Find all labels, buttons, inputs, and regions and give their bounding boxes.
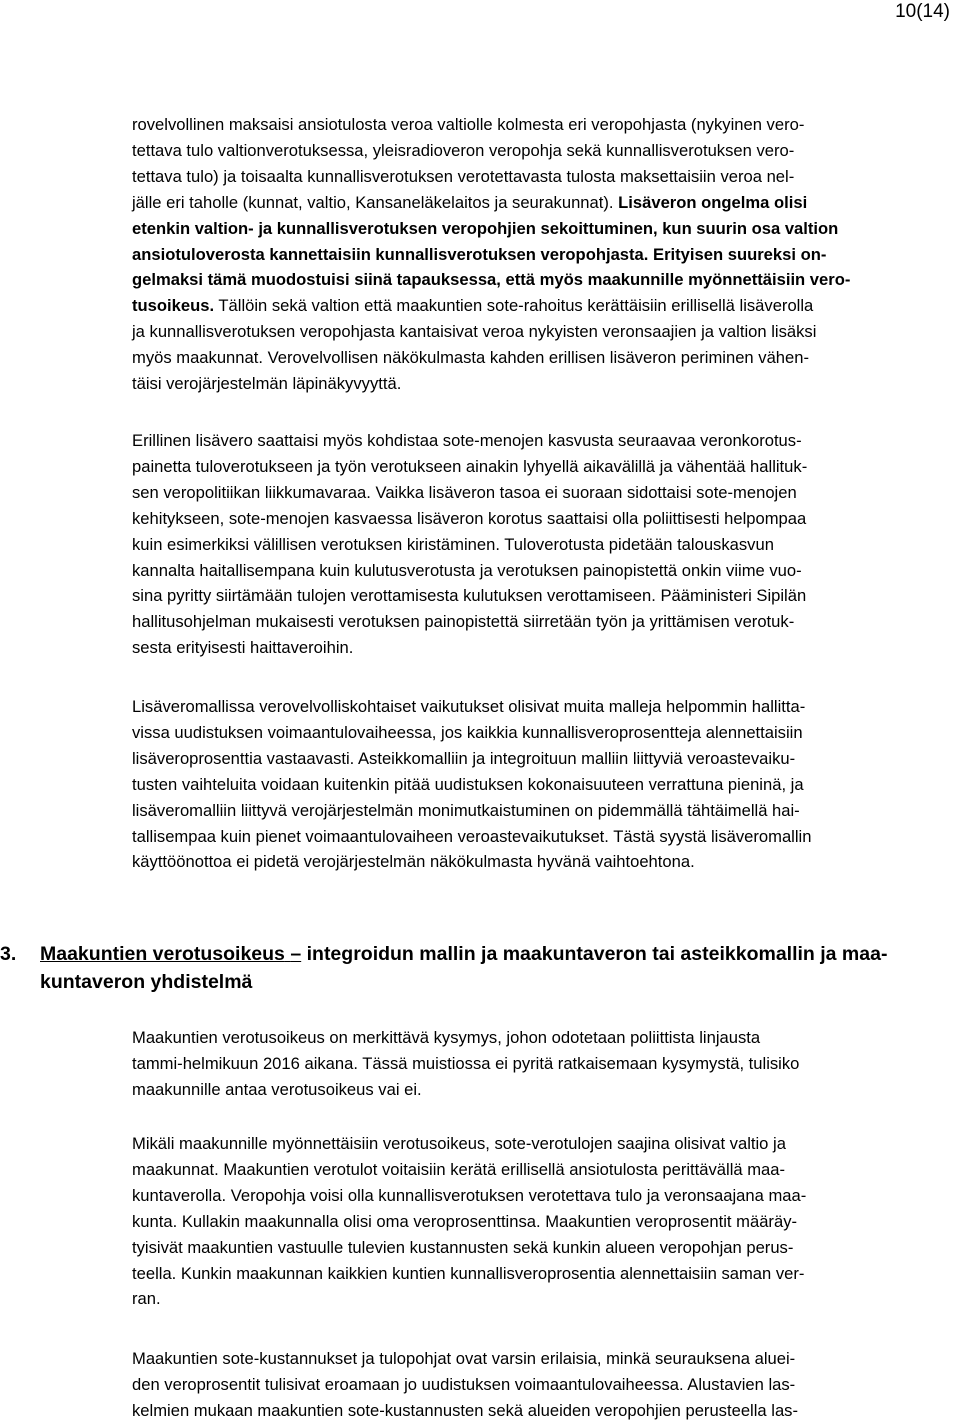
section-title-line (40, 940, 887, 968)
bold-text-line: gelmaksi tämä muodostuisi siinä tapauksessa, että myös maakunnille myönnettäisiin vero- (132, 270, 851, 290)
text-line: sina pyritty siirtämään tulojen verottamisesta kulutuksen verottamiseen. Pääministeri Sipilän (132, 586, 807, 606)
text-line: teella. Kunkin maakunnan kaikkien kuntien kunnallisveroprosentia alennettaisiin saman ver- (132, 1263, 805, 1283)
section-title-dash: – (290, 943, 302, 965)
text-line: hallitusohjelman mukaisesti verotuksen painopistettä siirretään työn ja yrittämisen verotuk- (132, 612, 795, 632)
text-line: lisäveroprosenttia vastaavasti. Asteikkomalliin ja integroituun malliin liittyviä veroastevaiku- (132, 748, 796, 768)
text-line: maakunnille antaa verotusoikeus vai ei. (132, 1079, 422, 1099)
text-line: Lisäveromallissa verovelvolliskohtaiset vaikutukset olisivat muita malleja helpommin hallitta- (132, 697, 806, 716)
text-line: tettava tulo) ja toisaalta kunnallisverotuksen verotettavasta tulosta maksettaisiin veroa nel- (132, 166, 795, 186)
text-line: kunta. Kullakin maakunnalla olisi oma veroprosenttinsa. Maakuntien veroprosentit määräy- (132, 1211, 798, 1231)
text-line: täisi verojärjestelmän läpinäkyvyyttä. (132, 374, 402, 394)
section-number: 3. (0, 943, 17, 965)
text-line: kehitykseen, sote-menojen kasvaessa lisäveron korotus saattaisi olla poliittisesti helpompaa (132, 508, 807, 528)
text-line: Erillinen lisävero saattaisi myös kohdistaa sote-menojen kasvusta seuraavaa veronkorotus- (132, 431, 802, 450)
text-run: jälle eri taholle (kunnat, valtio, Kansaneläkelaitos ja seurakunnat). (132, 192, 614, 212)
text-line: tettava tulo valtionverotuksessa, yleisradioveron veropohja sekä kunnallisverotuksen vero- (132, 140, 795, 160)
text-line: Mikäli maakunnille myönnettäisiin verotusoikeus, sote-verotulojen saajina olisivat valtio ja (132, 1134, 786, 1153)
bold-text-line: ansiotuloverosta kannettaisiin kunnallisverotuksen veropohjasta. Erityisen suureksi on- (132, 244, 827, 264)
text-line: tusten vaihteluita voidaan kuitenkin pitää uudistuksen kokonaisuuteen verrattuna pieninä, ja (132, 774, 804, 794)
bold-text-line: etenkin valtion- ja kunnallisverotuksen veropohjien sekoittuminen, kun suurin osa valtion (132, 218, 839, 238)
text-line: maakunnat. Maakuntien verotulot voitaisiin kerätä erillisellä ansiotulosta perittävällä maa- (132, 1159, 786, 1179)
paragraph-6 (132, 1346, 954, 1424)
text-line: tyisivät maakuntien vastuulle tulevien kustannusten sekä kunkin alueen veropohjan perus- (132, 1237, 794, 1257)
text-line: myös maakunnat. Verovelvollisen näkökulmasta kahden erillisen lisäveron periminen vähen- (132, 348, 810, 368)
text-run: Tällöin sekä valtion että maakuntien sote-rahoitus kerättäisiin erillisellä lisäverolla (218, 296, 814, 316)
text-line: kuntaverolla. Veropohja voisi olla kunnallisverotuksen verotettava tulo ja veronsaajana maa- (132, 1185, 807, 1205)
text-line: lisäveromalliin liittyvä verojärjestelmän monimutkaistuminen on pidemmällä tähtäimellä hai- (132, 800, 800, 820)
text-line: sen veropolitiikan liikkumavaraa. Vaikka lisäveron tasoa ei suoraan sidottaisi sote-menojen (132, 482, 797, 502)
paragraph-4 (132, 1025, 954, 1103)
paragraph-3 (132, 694, 954, 875)
text-line: ja kunnallisverotuksen veropohjasta kantaisivat veroa nykyisten veronsaajien ja valtion lisäksi (132, 322, 817, 342)
paragraph-2 (132, 428, 954, 661)
paragraph-1 (132, 112, 954, 397)
text-line: sesta erityisesti haittaveroihin. (132, 638, 354, 658)
bold-text-run: Lisäveron ongelma olisi (618, 192, 808, 212)
text-line: Maakuntien sote-kustannukset ja tulopohjat ovat varsin erilaisia, minkä seurauksena aluei- (132, 1349, 796, 1368)
text-line: kelmien mukaan maakuntien sote-kustannusten sekä alueiden veropohjien perusteella las- (132, 1400, 798, 1420)
text-line: rovelvollinen maksaisi ansiotulosta veroa valtiolle kolmesta eri veropohjasta (nykyinen vero- (132, 115, 805, 134)
text-line (132, 293, 954, 319)
text-line: vissa uudistuksen voimaantulovaiheessa, jos kaikkia kunnallisveroprosentteja alennettaisiin (132, 722, 803, 742)
text-line: kuin esimerkiksi välillisen verotuksen kiristäminen. Tuloverotusta pidetään talouskasvun (132, 534, 774, 554)
text-line: tammi-helmikuun 2016 aikana. Tässä muistiossa ei pyritä ratkaisemaan kysymystä, tulisiko (132, 1053, 800, 1073)
text-line: kannalta haitallisempana kuin kulutusverotusta ja verotuksen painopistettä onkin viime vuo- (132, 560, 802, 580)
section-title-rest: integroidun mallin ja maakuntaveron tai asteikkomallin ja maa- (306, 943, 888, 965)
text-line: käyttöönottoa ei pidetä verojärjestelmän näkökulmasta hyvänä vaihtoehtona. (132, 852, 695, 872)
text-line (132, 190, 954, 216)
text-line: painetta tuloverotukseen ja työn verotukseen ainakin lyhyellä aikavälillä ja vähentää hallituk- (132, 456, 808, 476)
section-title-line: kuntaveron yhdistelmä (40, 971, 253, 993)
text-line: den veroprosentit tulisivat eroamaan jo uudistuksen voimaantulovaiheessa. Alustavien las- (132, 1374, 796, 1394)
bold-text-run: tusoikeus. (132, 296, 215, 316)
page-number: 10(14) (895, 1, 950, 22)
section-title-underlined: Maakuntien verotusoikeus (40, 943, 285, 965)
text-line: ran. (132, 1289, 161, 1309)
text-line: tallisempaa kuin pienet voimaantulovaiheen veroastevaikutukset. Tästä syystä lisäveromallin (132, 826, 812, 846)
paragraph-5 (132, 1131, 954, 1312)
text-line: Maakuntien verotusoikeus on merkittävä kysymys, johon odotetaan poliittista linjausta (132, 1028, 761, 1047)
